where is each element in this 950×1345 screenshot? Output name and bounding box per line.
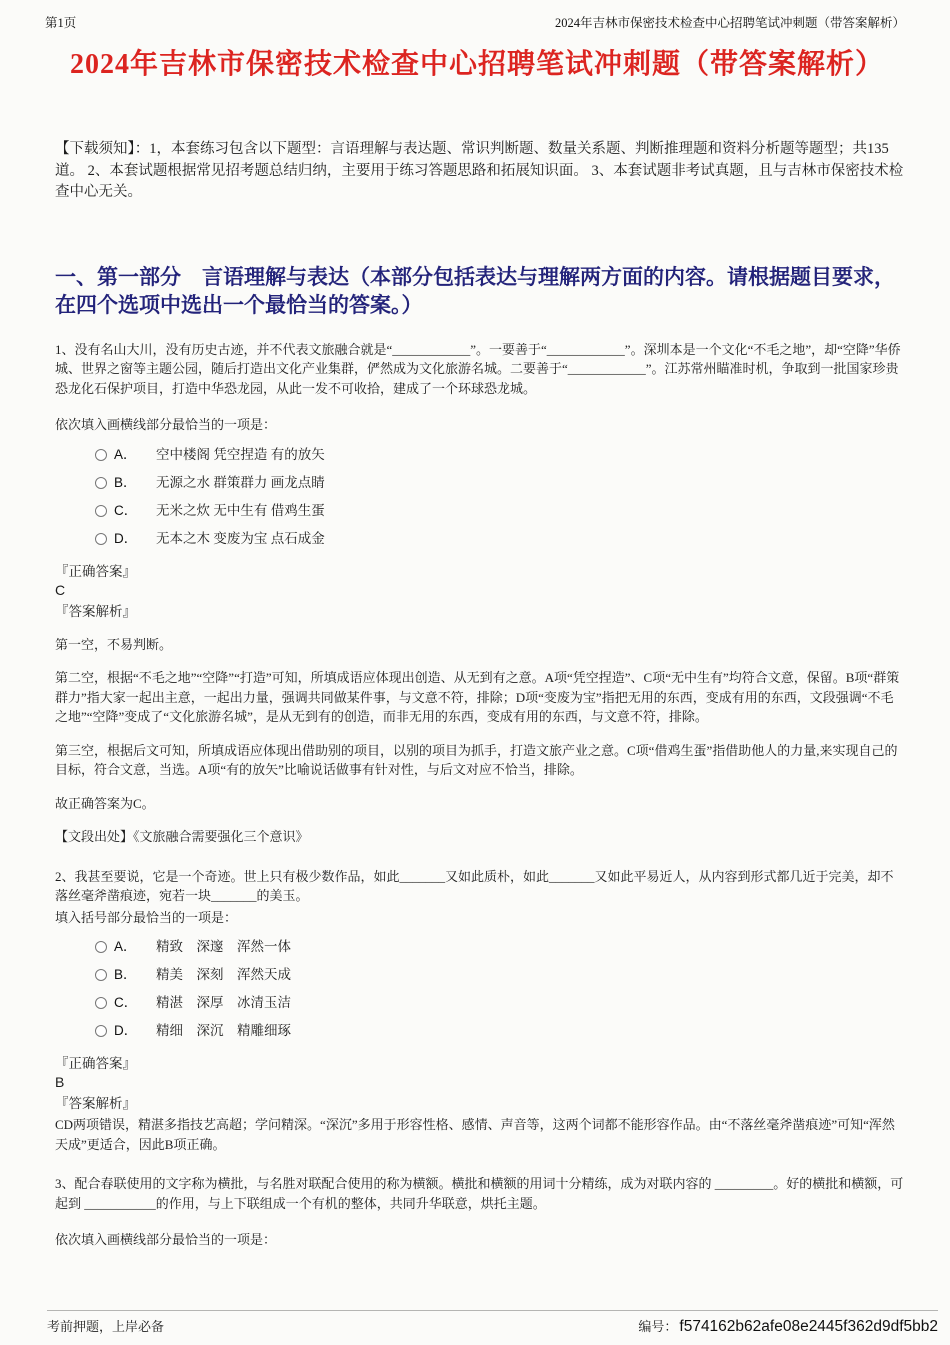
analysis-heading: 『答案解析』 (55, 603, 136, 619)
page-number: 第1页 (45, 16, 77, 30)
options-group (55, 933, 905, 1045)
option-label: A． (114, 939, 137, 955)
correct-answer-heading: 『正确答案』 (55, 563, 136, 579)
correct-answer-heading: 『正确答案』 (55, 1056, 136, 1072)
option-text: 无源之水 群策群力 画龙点睛 (156, 474, 325, 490)
option-row-b[interactable] (55, 961, 905, 989)
question-prompt: 填入括号部分最恰当的一项是： (55, 909, 238, 925)
footer-serial (638, 1316, 938, 1336)
analysis-paragraph: 第一空，不易判断。 (55, 636, 173, 652)
analysis-paragraph: 【文段出处】《文旅融合需要强化三个意识》 (55, 829, 309, 845)
option-text: 无本之木 变废为宝 点石成金 (156, 530, 325, 546)
option-row-a[interactable] (55, 441, 905, 469)
answer-block (55, 1055, 905, 1113)
analysis-paragraph: CD两项错误，精湛多指技艺高超；学问精深。“深沉”多用于形容性格、感情、声音等，这两个词都不能形容作品。由“不落丝毫斧凿痕迹”可知“浑然天成”更适合，因此B项正确。 (55, 1117, 895, 1152)
option-radio-a[interactable] (95, 449, 107, 461)
analysis-paragraph: 第二空，根据“不毛之地”“空降”“打造”可知，所填成语应体现出创造、从无到有之意。A项“凭空捏造”、C项“无中生有”均符合文意，保留。B项“群策群力”指大家一起出主意，一起出力量，强调共同做某件事，与文意不符，排除；D项“变废为宝”指把无用的东西，变成有用的东西，文段强调“不毛之地”“空降”变成了“文化旅游名城”，是从无到有的创造，而非无用的东西，变成有用的东西，与文意不符，排除。 (55, 670, 900, 725)
analysis-paragraph: 第三空，根据后文可知，所填成语应体现出借助别的项目，以别的项目为抓手，打造文旅产业之意。C项“借鸡生蛋”指借助他人的力量,来实现自己的目标，符合文意，当选。A项“有的放矢”比喻说话做事有针对性，与后文对应不恰当，排除。 (55, 742, 898, 778)
option-radio-d[interactable] (95, 533, 107, 545)
option-radio-d[interactable] (95, 1025, 107, 1037)
header-doc-title: 2024年吉林市保密技术检查中心招聘笔试冲刺题（带答案解析） (554, 16, 905, 30)
option-label: D． (114, 1023, 138, 1039)
option-row-c[interactable] (55, 497, 905, 525)
option-text: 精致 深邃 浑然一体 (156, 939, 291, 955)
option-text: 空中楼阁 凭空捏造 有的放矢 (156, 446, 325, 462)
option-label: B． (114, 967, 137, 983)
question-block-3 (55, 1174, 905, 1250)
option-text: 精细 深沉 精雕细琢 (156, 1023, 291, 1039)
serial-value: f574162b62afe08e2445f362d9df5bb2 (679, 1318, 938, 1335)
question-stem: 1、没有名山大川，没有历史古迹，并不代表文旅融合就是“____________”。一要善于“____________”。深圳本是一个文化“不毛之地”，却“空降”华侨城、世界之窗等主题公园，随后打造出文化产业集群，俨然成为文化旅游名城。二要善于“____________”。江苏常州瞄准时机，争取到一批国家珍贵恐龙化石保护项目，打造中华恐龙园，从此一发不可收拾，建成了一个环球恐龙城。 (55, 341, 901, 396)
question-stem: 3、配合春联使用的文字称为横批，与名胜对联配合使用的称为横额。横批和横额的用词十分精练，成为对联内容的 _________。好的横批和横额，可起到 ___________的作用，与上下联组成一个有机的整体，共同升华联意，烘托主题。 (55, 1176, 904, 1211)
option-row-c[interactable] (55, 989, 905, 1017)
question-prompt: 依次填入画横线部分最恰当的一项是： (55, 417, 277, 433)
question-stem: 2、我甚至要说，它是一个奇迹。世上只有极少数作品，如此_______又如此质朴，如此_______又如此平易近人，从内容到形式都几近于完美，却不落丝毫斧凿痕迹，宛若一块_______的美玉。 (55, 868, 894, 904)
question-block-2 (55, 867, 905, 1155)
option-radio-b[interactable] (95, 477, 107, 489)
option-radio-a[interactable] (95, 941, 107, 953)
analysis-paragraph: 故正确答案为C。 (55, 795, 155, 811)
section-heading: 一、第一部分 言语理解与表达（本部分包括表达与理解两方面的内容。请根据题目要求，在四个选项中选出一个最恰当的答案。） (55, 265, 895, 317)
correct-answer-value: C (55, 581, 66, 598)
option-label: D． (114, 530, 138, 546)
page-footer (47, 1310, 938, 1336)
analysis-section (55, 635, 905, 847)
options-group (55, 441, 905, 553)
option-label: C． (114, 995, 138, 1011)
correct-answer-value: B (55, 1074, 65, 1091)
analysis-section (55, 1115, 905, 1154)
option-row-a[interactable] (55, 933, 905, 961)
analysis-heading: 『答案解析』 (55, 1096, 136, 1112)
option-text: 无米之炊 无中生有 借鸡生蛋 (156, 502, 325, 518)
option-radio-c[interactable] (95, 997, 107, 1009)
page-header (0, 0, 950, 31)
footer-slogan: 考前押题，上岸必备 (47, 1319, 165, 1334)
option-row-b[interactable] (55, 469, 905, 497)
option-text: 精湛 深厚 冰清玉洁 (156, 995, 291, 1011)
option-label: C． (114, 502, 138, 518)
answer-block (55, 563, 905, 621)
option-radio-b[interactable] (95, 969, 107, 981)
option-row-d[interactable] (55, 525, 905, 553)
option-label: A． (114, 446, 137, 462)
question-prompt: 依次填入画横线部分最恰当的一项是： (55, 1232, 277, 1248)
download-notice: 【下载须知】：1，本套练习包含以下题型：言语理解与表达题、常识判断题、数量关系题、判断推理题和资料分析题等题型；共135道。 2、本套试题根据常见招考题总结归纳，主要用于练习答题思路和拓展知识面。 3、本套试题非考试真题，且与吉林市保密技术检查中心无关。 (55, 140, 904, 201)
option-radio-c[interactable] (95, 505, 107, 517)
option-text: 精美 深刻 浑然天成 (156, 967, 291, 983)
page-title: 2024年吉林市保密技术检查中心招聘笔试冲刺题（带答案解析） (70, 49, 885, 80)
question-block-1 (55, 340, 905, 847)
option-label: B． (114, 474, 137, 490)
option-row-d[interactable] (55, 1017, 905, 1045)
serial-label: 编号： (638, 1319, 678, 1334)
